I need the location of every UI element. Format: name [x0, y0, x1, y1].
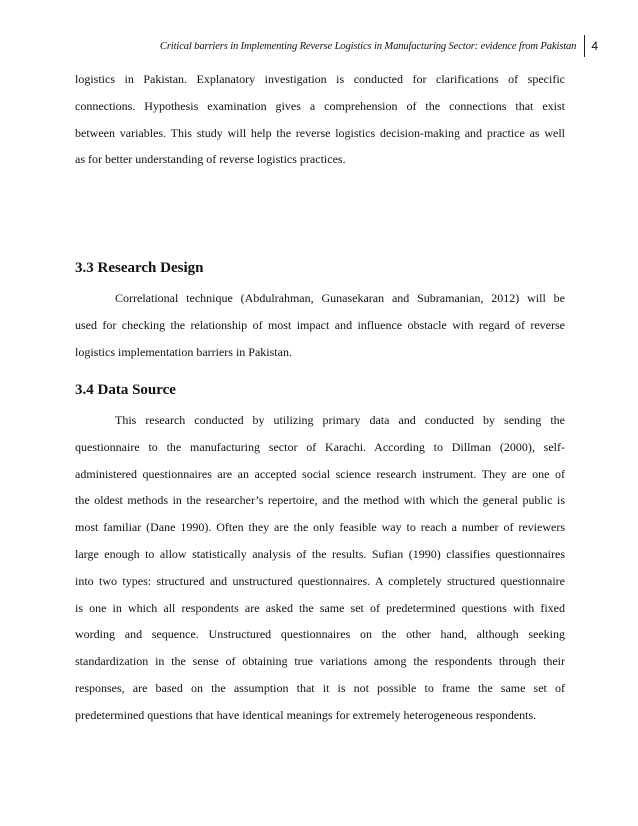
- text-line: administered questionnaires are an accepted social science research instrument. They are one of: [75, 466, 565, 481]
- running-header: [60, 34, 598, 58]
- text-line: wording and sequence. Unstructured questionnaires on the other hand, although seeking: [75, 627, 565, 642]
- text-line: connections. Hypothesis examination gives a comprehension of the connections that exist: [75, 98, 565, 113]
- header-divider: [584, 35, 585, 57]
- text-line: logistics in Pakistan. Explanatory investigation is conducted for clarifications of specific: [75, 72, 565, 86]
- text-line: Correlational technique (Abdulrahman, Gunasekaran and Subramanian, 2012) will be: [115, 291, 565, 305]
- text-line: standardization in the sense of obtaining true variations among the respondents through their: [75, 654, 565, 669]
- text-line: questionnaire to the manufacturing sector of Karachi. According to Dillman (2000), self-: [75, 439, 565, 454]
- running-title: Critical barriers in Implementing Reverse Logistics in Manufacturing Sector: evidence from Pakistan: [159, 40, 577, 52]
- section-heading-data-source: 3.4 Data Source: [75, 382, 176, 398]
- paragraph-research-design: [75, 285, 565, 365]
- section-heading-research-design: 3.3 Research Design: [75, 260, 204, 276]
- text-line: large enough to allow statistically analysis of the results. Sufian (1990) classifies questionnaires: [75, 546, 565, 561]
- text-line: logistics implementation barriers in Pakistan.: [75, 344, 292, 359]
- text-line: as for better understanding of reverse logistics practices.: [75, 152, 346, 167]
- paragraph-data-source: [75, 407, 565, 729]
- text-line: This research conducted by utilizing primary data and conducted by sending the: [115, 413, 565, 427]
- text-line: between variables. This study will help the reverse logistics decision-making and practice as well: [75, 125, 565, 140]
- text-line: is one in which all respondents are asked the same set of predetermined questions with fixed: [75, 600, 565, 615]
- text-line: responses, are based on the assumption that it is not possible to frame the same set of: [75, 680, 565, 695]
- text-line: the oldest methods in the researcher’s repertoire, and the method with which the general public is: [75, 493, 565, 508]
- text-line: most familiar (Dane 1990). Often they are the only feasible way to reach a number of reviewers: [75, 520, 565, 535]
- text-line: predetermined questions that have identical meanings for extremely heterogeneous respondents.: [75, 707, 537, 722]
- text-line: used for checking the relationship of most impact and influence obstacle with regard of reverse: [75, 317, 565, 332]
- text-line: into two types: structured and unstructured questionnaires. A completely structured questionnaire: [75, 573, 565, 588]
- paragraph-intro: [75, 66, 565, 173]
- page-number: 4: [591, 39, 598, 53]
